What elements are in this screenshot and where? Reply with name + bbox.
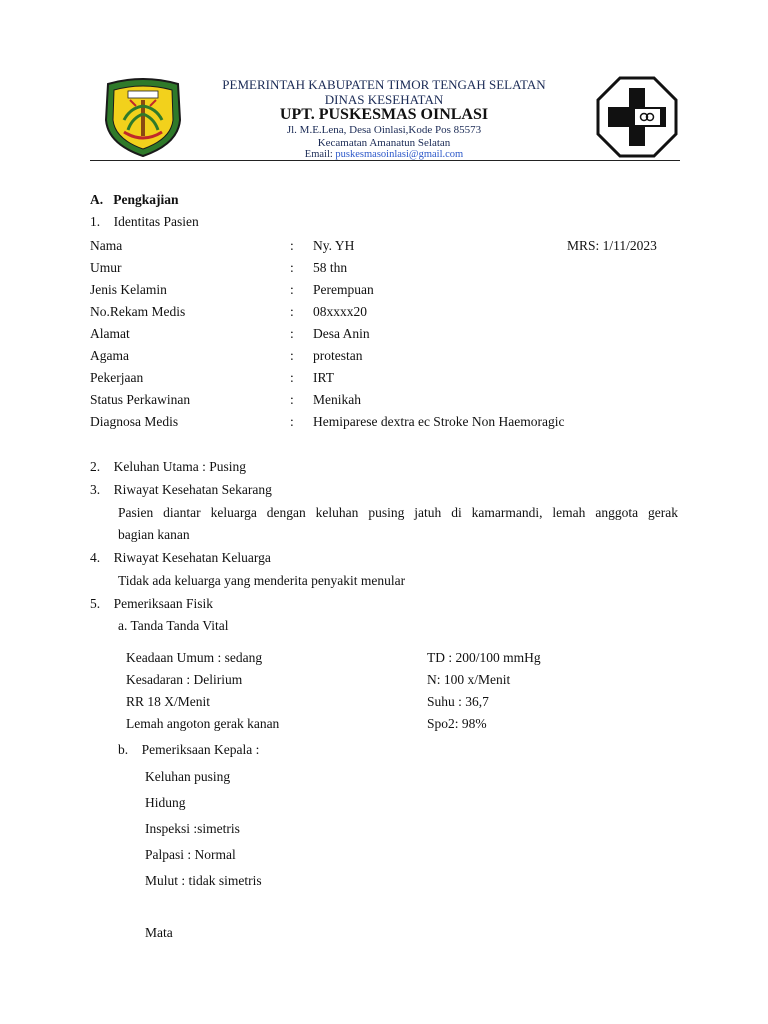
header-title: UPT. PUSKESMAS OINLASI: [279, 106, 489, 123]
field-value: protestan: [313, 348, 363, 363]
head-exam-item: Keluhan pusing: [145, 769, 231, 784]
family-history-text: Tidak ada keluarga yang menderita penyakit menular: [118, 573, 406, 588]
vital-right-item: Suhu : 36,7: [427, 694, 489, 709]
current-history-title: 3. Riwayat Kesehatan Sekarang: [90, 482, 272, 497]
field-colon: :: [290, 370, 294, 385]
head-exam-item: Hidung: [145, 795, 186, 810]
field-label: Status Perkawinan: [90, 392, 191, 407]
field-label: Nama: [90, 238, 123, 253]
header-district: Kecamatan Amanatun Selatan: [317, 137, 451, 149]
field-label: Umur: [90, 260, 122, 275]
field-colon: :: [290, 392, 294, 407]
header-address: Jl. M.E.Lena, Desa Oinlasi,Kode Pos 85573: [286, 124, 482, 136]
field-colon: :: [290, 414, 294, 429]
vital-left-item: Keadaan Umum : sedang: [126, 650, 263, 665]
field-label: Diagnosa Medis: [90, 414, 179, 429]
header-department-line: DINAS KESEHATAN: [324, 92, 444, 107]
vital-right-item: N: 100 x/Menit: [427, 672, 511, 687]
head-exam-item: Mata: [145, 925, 173, 940]
field-colon: :: [290, 304, 294, 319]
field-colon: :: [290, 260, 294, 275]
field-value: Desa Anin: [313, 326, 370, 341]
header-government-line: PEMERINTAH KABUPATEN TIMOR TENGAH SELATAN: [222, 77, 546, 92]
header-divider: [90, 160, 680, 161]
head-exam-item: Inspeksi :simetris: [145, 821, 240, 836]
regency-emblem-logo: [100, 78, 186, 158]
email-label: Email:: [304, 149, 333, 160]
current-history-line1: Pasien diantar keluarga dengan keluhan pusing jatuh di kamarmandi, lemah anggota gerak: [118, 505, 678, 520]
email-link[interactable]: puskesmasoinlasi@gmail.com: [335, 149, 464, 160]
vital-left-item: Kesadaran : Delirium: [126, 672, 243, 687]
vital-right-item: Spo2: 98%: [427, 716, 487, 731]
current-history-line2: bagian kanan: [118, 527, 190, 542]
chief-complaint: 2. Keluhan Utama : Pusing: [90, 459, 246, 474]
field-value: Hemiparese dextra ec Stroke Non Haemoragic: [313, 414, 565, 429]
field-label: Alamat: [90, 326, 130, 341]
head-exam-title: b. Pemeriksaan Kepala :: [118, 742, 260, 757]
field-value: 58 thn: [313, 260, 348, 275]
field-label: Pekerjaan: [90, 370, 144, 385]
vital-left-item: RR 18 X/Menit: [126, 694, 211, 709]
field-colon: :: [290, 326, 294, 341]
family-history-title: 4. Riwayat Kesehatan Keluarga: [90, 550, 271, 565]
mrs-date: MRS: 1/11/2023: [567, 238, 657, 253]
field-label: Agama: [90, 348, 129, 363]
field-colon: :: [290, 348, 294, 363]
field-label: Jenis Kelamin: [90, 282, 167, 297]
vital-right-item: TD : 200/100 mmHg: [427, 650, 541, 665]
head-exam-item: Mulut : tidak simetris: [145, 873, 262, 888]
field-value: Perempuan: [313, 282, 374, 297]
section-a-title: A. Pengkajian: [90, 192, 179, 207]
vital-left-item: Lemah angoton gerak kanan: [126, 716, 280, 731]
vital-signs-title: a. Tanda Tanda Vital: [118, 618, 229, 633]
identity-title: 1. Identitas Pasien: [90, 214, 199, 229]
field-value: Menikah: [313, 392, 361, 407]
field-colon: :: [290, 282, 294, 297]
field-value: 08xxxx20: [313, 304, 367, 319]
physical-exam-title: 5. Pemeriksaan Fisik: [90, 596, 213, 611]
field-label: No.Rekam Medis: [90, 304, 186, 319]
header-email-line: [190, 149, 578, 160]
puskesmas-cross-logo: [596, 76, 678, 158]
head-exam-item: Palpasi : Normal: [145, 847, 236, 862]
field-value: IRT: [313, 370, 334, 385]
field-value: Ny. YH: [313, 238, 355, 253]
field-colon: :: [290, 238, 294, 253]
